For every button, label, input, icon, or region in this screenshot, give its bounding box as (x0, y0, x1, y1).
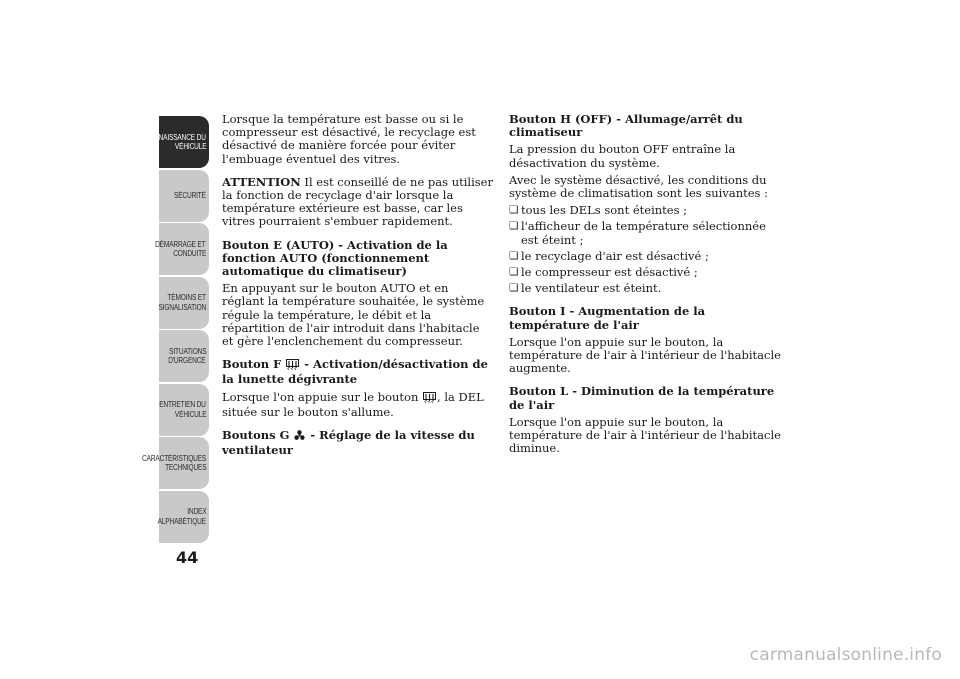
tab-connaissance-du-vehicule[interactable] (144, 116, 209, 168)
paragraph-recyclage: Lorsque la température est basse ou si le compresseur est désactivé, le recyclage est désactivé de manière forcée pour éviter l'embuage éventuel des vitres. (222, 112, 476, 166)
paragraph-bouton-i: Lorsque l'on appuie sur le bouton, la température de l'air à l'intérieur de l'habitacle augmente. (509, 334, 781, 376)
tab-label-line2: TECHNIQUES (164, 463, 206, 472)
tab-caracteristiques-techniques[interactable] (141, 437, 209, 489)
tab-label-line2: ALPHABÉTIQUE (157, 516, 206, 526)
tab-label-line2: D'URGENCE (168, 356, 206, 365)
tab-label-line2: VÉHICULE (174, 142, 206, 151)
tab-label-line1: TÉMOINS ET (167, 293, 206, 302)
paragraph-f-pre: Lorsque l'on appuie sur le bouton (222, 389, 423, 404)
heading-f-post: - Activation/désactivation de la lunette dégivrante (222, 357, 488, 387)
tab-label-line2: CONDUITE (173, 249, 206, 258)
tab-temoins-et-signalisation[interactable] (159, 277, 209, 329)
chapter-sidebar (141, 116, 209, 544)
tab-index-alphabetique[interactable] (159, 491, 209, 543)
paragraph-bouton-h-1: La pression du bouton OFF entraîne la désactivation du système. (509, 142, 736, 170)
system-off-conditions-list (509, 204, 784, 295)
tab-label-line2: SIGNALISATION (158, 302, 206, 312)
attention-label: ATTENTION (222, 174, 301, 189)
list-item: ❏ le ventilateur est éteint. (509, 282, 784, 295)
list-item: ❏ l'afficheur de la température sélectionnée est éteint ; (509, 220, 784, 246)
tab-label-line1: CONNAISSANCE DU (144, 132, 206, 142)
tab-demarrage-et-conduite[interactable] (155, 223, 209, 275)
right-column (509, 113, 784, 465)
paragraph-bouton-f (222, 391, 494, 419)
left-column (222, 113, 494, 461)
tab-label-line1: ENTRETIEN DU (159, 400, 206, 409)
tab-label-line1: DÉMARRAGE ET (155, 239, 206, 249)
tab-label-line1: SÉCURITÉ (174, 190, 206, 200)
list-item: ❏ tous les DELs sont éteintes ; (509, 204, 784, 217)
list-item: ❏ le compresseur est désactivé ; (509, 266, 784, 279)
heading-bouton-i: Bouton I - Augmentation de la température de l'air (509, 304, 706, 332)
heading-boutons-g (222, 429, 494, 457)
tab-securite[interactable] (159, 170, 209, 222)
rear-defrost-icon (423, 392, 436, 406)
heading-bouton-l: Bouton L - Diminution de la température de l'air (509, 384, 775, 412)
tab-label-line2: VÉHICULE (174, 409, 206, 419)
paragraph-bouton-h-2: Avec le système désactivé, les conditions du système de climatisation sont les suivantes : (509, 172, 768, 201)
heading-bouton-e: Bouton E (AUTO) - Activation de la fonction AUTO (fonctionnement automatique du climatiseur) (222, 237, 448, 279)
list-item: ❏ le recyclage d'air est désactivé ; (509, 250, 784, 263)
paragraph-bouton-e: En appuyant sur le bouton AUTO et en réglant la température souhaitée, le système régule la température, le débit et la répartition de l'air introduit dans l'habitacle et gère l'enclenchement du compresseur. (222, 281, 485, 349)
heading-bouton-f (222, 358, 494, 386)
tab-label-line1: CARACTÉRISTIQUES (141, 453, 206, 463)
heading-g-post: - Réglage de la vitesse du ventilateur (222, 428, 475, 458)
watermark-url: carmanualsonline.info (749, 645, 942, 665)
heading-g-pre: Boutons G (222, 428, 294, 443)
paragraph-f-post: , la DEL située sur le bouton s'allume. (222, 389, 484, 419)
tab-label-line1: SITUATIONS (168, 346, 206, 356)
rear-defrost-icon (286, 359, 299, 373)
heading-bouton-h: Bouton H (OFF) - Allumage/arrêt du climatiseur (509, 112, 743, 140)
heading-f-pre: Bouton F (222, 357, 286, 372)
fan-icon (294, 430, 305, 444)
tab-situations-d-urgence[interactable] (159, 330, 209, 382)
tab-entretien-du-vehicule[interactable] (159, 384, 209, 436)
attention-text: Il est conseillé de ne pas utiliser la fonction de recyclage d'air lorsque la température extérieure est basse, car les vitres pourraient s'embuer rapidement. (222, 174, 493, 229)
tab-label-line1: INDEX (186, 507, 206, 516)
paragraph-bouton-l: Lorsque l'on appuie sur le bouton, la température de l'air à l'intérieur de l'habitacle diminue. (509, 414, 781, 456)
paragraph-attention (222, 176, 494, 229)
page-number: 44 (176, 548, 199, 567)
